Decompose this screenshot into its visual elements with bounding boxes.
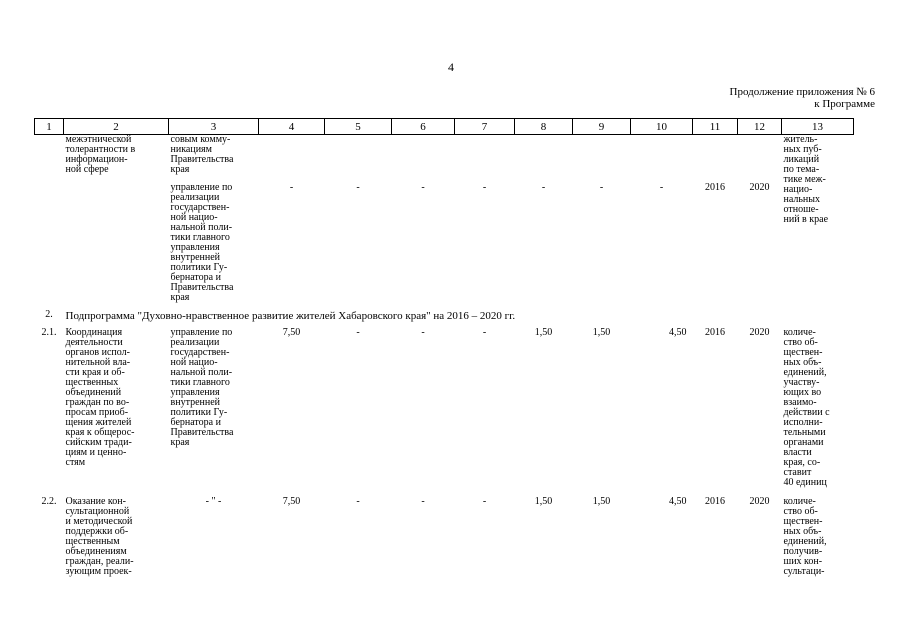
executor-ditto: - " - bbox=[205, 496, 222, 507]
year-start: 2016 bbox=[705, 496, 725, 507]
header-cell: 13 bbox=[782, 119, 854, 135]
value-cell: - bbox=[421, 327, 425, 338]
result-text: количе- ство об- ществен- ных объ- единений, участву- ющих во взаимо- действии с исполни- тельными органами власти края, со- ставит 40 единиц bbox=[783, 327, 830, 488]
value-cell: 1,50 bbox=[534, 496, 553, 507]
header-cell: 1 bbox=[35, 119, 64, 135]
table-row bbox=[35, 322, 854, 488]
value-cell: - bbox=[289, 182, 294, 193]
year-start: 2016 bbox=[705, 182, 725, 193]
row-number: 2.1. bbox=[41, 327, 57, 338]
measure-text: Оказание кон- сультационной и методической поддержки об- щественным объединениям граждан, реали- зующим проек- bbox=[65, 496, 134, 577]
value-cell: - bbox=[482, 496, 487, 507]
header-cell: 8 bbox=[515, 119, 573, 135]
header-cell: 4 bbox=[259, 119, 325, 135]
continuation-line-1: Продолжение приложения № 6 bbox=[729, 86, 875, 98]
header-cell: 7 bbox=[455, 119, 515, 135]
executor-text: управление по реализации государствен- ной нацио- нальной поли- тики главного управления внутренней политики Гу- бернатора и Правительства края bbox=[170, 327, 234, 448]
value-cell: 1,50 bbox=[534, 327, 553, 338]
row-number: 2.2. bbox=[41, 496, 57, 507]
header-cell: 5 bbox=[325, 119, 392, 135]
subprogram-number: 2. bbox=[45, 309, 53, 320]
header-cell: 6 bbox=[392, 119, 455, 135]
value-cell: - bbox=[356, 496, 360, 507]
year-end: 2020 bbox=[749, 496, 770, 507]
header-cell: 3 bbox=[169, 119, 259, 135]
value-cell: - bbox=[599, 182, 604, 193]
result-text: количе- ство об- ществен- ных объ- единений, получив- ших кон- сультаци- bbox=[783, 496, 827, 577]
measure-text: межэтнической толерантности в информацион- ной сфере bbox=[65, 134, 136, 175]
program-table bbox=[34, 118, 854, 577]
page-number: 4 bbox=[448, 60, 454, 74]
subprogram-row bbox=[35, 303, 854, 322]
value-cell: 4,50 bbox=[669, 327, 687, 338]
executor-text: совым комму- никациям Правительства края управление по реализации государствен- ной нацио- нальной поли- тики главного управления внутренней политики Гу- бернатора и Правительства края bbox=[170, 134, 234, 303]
table-row bbox=[35, 488, 854, 577]
value-cell: - bbox=[659, 182, 664, 193]
value-cell: - bbox=[356, 327, 360, 338]
value-cell: 7,50 bbox=[282, 496, 301, 507]
year-start: 2016 bbox=[705, 327, 725, 338]
header-row bbox=[35, 119, 854, 135]
value-cell: - bbox=[421, 496, 425, 507]
value-cell: - bbox=[356, 182, 360, 193]
continuation-line-2: к Программе bbox=[814, 98, 875, 110]
subprogram-title: Подпрограмма "Духовно-нравственное развитие жителей Хабаровского края" на 2016 – 2020 гг. bbox=[65, 310, 516, 322]
value-cell: - bbox=[482, 182, 487, 193]
value-cell: 4,50 bbox=[669, 496, 687, 507]
value-cell: 1,50 bbox=[592, 496, 611, 507]
value-cell: 7,50 bbox=[282, 327, 301, 338]
measure-text: Координация деятельности органов испол- нительной вла- сти края и об- щественных объединений граждан по во- просам приоб- щения жителей края к общерос- сийским тради- циям и ценно- стям bbox=[65, 327, 135, 468]
year-end: 2020 bbox=[749, 327, 770, 338]
continuation-caption bbox=[730, 86, 875, 110]
header-cell: 10 bbox=[631, 119, 693, 135]
value-cell: - bbox=[421, 182, 425, 193]
value-cell: - bbox=[541, 182, 546, 193]
value-cell: 1,50 bbox=[592, 327, 611, 338]
result-text: житель- ных пуб- ликаций по тема- тике меж- нацио- нальных отноше- ний в крае bbox=[783, 134, 829, 225]
header-cell: 11 bbox=[693, 119, 738, 135]
header-cell: 2 bbox=[64, 119, 169, 135]
year-end: 2020 bbox=[749, 182, 770, 193]
header-cell: 9 bbox=[573, 119, 631, 135]
table-row-continuation bbox=[35, 135, 854, 304]
header-cell: 12 bbox=[738, 119, 782, 135]
value-cell: - bbox=[482, 327, 487, 338]
